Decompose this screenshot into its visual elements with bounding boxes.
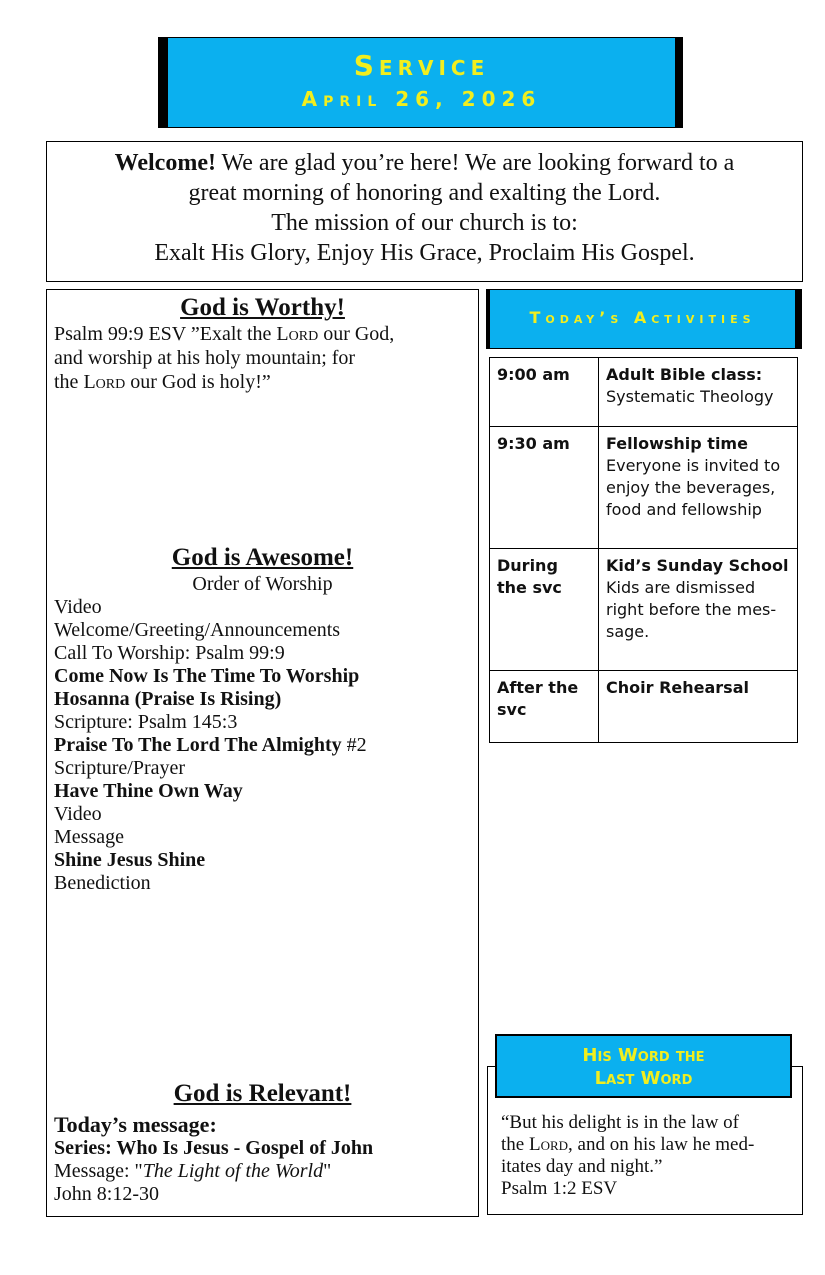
worship-item-text: Call To Worship: Psalm 99:9 — [54, 642, 285, 664]
mission-intro: The mission of our church is to: — [271, 210, 578, 236]
awesome-heading: God is Awesome! — [171, 544, 354, 571]
verse-line-2b: , and on his law he med- — [568, 1134, 755, 1155]
worship-item-text: Come Now Is The Time To Worship — [54, 665, 360, 687]
worship-item — [54, 780, 474, 803]
worship-item-text: Message — [54, 826, 124, 848]
welcome-lead: Welcome! — [114, 150, 216, 176]
message-label: Message: " — [54, 1160, 143, 1182]
activity-name: Kid’s Sunday School — [606, 556, 789, 575]
worthy-line-3a: the — [54, 371, 84, 393]
activity-detail — [599, 427, 798, 549]
relevant-heading: God is Relevant! — [173, 1080, 352, 1107]
worship-item — [54, 619, 474, 642]
service-title: Service — [353, 49, 490, 82]
message-line — [54, 1160, 474, 1183]
worship-item-text: Have Thine Own Way — [54, 780, 243, 802]
header-banner — [158, 37, 683, 128]
activity-detail — [599, 549, 798, 671]
welcome-line-1-rest: We are glad you’re here! We are looking forward to a — [215, 150, 735, 176]
worship-item-text: Hosanna (Praise Is Rising) — [54, 688, 282, 710]
worship-item — [54, 711, 474, 734]
activity-detail — [599, 358, 798, 427]
activities-header — [486, 289, 802, 349]
welcome-line-1 — [47, 148, 802, 178]
worship-item — [54, 826, 474, 849]
activity-name: Choir Rehearsal — [606, 678, 749, 697]
activity-description: Everyone is invited to enjoy the beverages, food and fellowship — [606, 456, 781, 519]
worship-item — [54, 688, 474, 711]
worthy-line-3b: our God is holy!” — [125, 371, 271, 393]
worship-column — [46, 289, 479, 1217]
last-word-header — [495, 1034, 792, 1098]
lord-smallcaps: Lord — [276, 323, 319, 345]
activity-time: After the svc — [490, 671, 599, 743]
verse-line-2 — [501, 1134, 791, 1156]
worship-item — [54, 757, 474, 780]
worthy-scripture — [54, 322, 464, 394]
activity-time: 9:00 am — [490, 358, 599, 427]
last-word-title-1: His Word the — [582, 1045, 705, 1066]
worship-item-text: Welcome/Greeting/Announcements — [54, 619, 341, 641]
worship-item — [54, 642, 474, 665]
activity-row — [490, 427, 798, 549]
service-date: April 26, 2026 — [301, 87, 542, 111]
todays-message-block — [54, 1112, 474, 1206]
worship-item-text: Video — [54, 596, 102, 618]
todays-message-label: Today’s message: — [54, 1112, 217, 1137]
worthy-line-2: and worship at his holy mountain; for — [54, 347, 356, 369]
worthy-heading: God is Worthy! — [180, 294, 345, 321]
verse-reference: Psalm 1:2 ESV — [501, 1178, 618, 1199]
worship-item-text: Benediction — [54, 872, 151, 894]
activity-detail — [599, 671, 798, 743]
worship-item — [54, 803, 474, 826]
series-title: Series: Who Is Jesus - Gospel of John — [54, 1137, 374, 1159]
activity-time: During the svc — [490, 549, 599, 671]
worship-item — [54, 734, 474, 757]
worship-item — [54, 596, 474, 619]
welcome-box — [46, 141, 803, 282]
message-passage: John 8:12-30 — [54, 1183, 159, 1205]
worship-item-text: Video — [54, 803, 102, 825]
verse-line-1: “But his delight is in the law of — [501, 1112, 740, 1133]
worship-item-text: Scripture: Psalm 145:3 — [54, 711, 238, 733]
activities-title: Today’s Activities — [529, 308, 756, 327]
lord-smallcaps: Lord — [83, 371, 126, 393]
verse-line-2a: the — [501, 1134, 529, 1155]
hymn-number: #2 — [341, 734, 367, 756]
activity-description: Systematic Theology — [606, 387, 774, 406]
activity-name: Adult Bible class: — [606, 365, 763, 384]
activity-row — [490, 358, 798, 427]
welcome-line-2: great morning of honoring and exalting the Lord. — [188, 180, 661, 206]
activity-row — [490, 671, 798, 743]
activities-table — [489, 357, 798, 743]
last-word-title-2: Last Word — [594, 1068, 693, 1089]
worthy-line-1b: our God, — [318, 323, 395, 345]
order-of-worship-list — [54, 596, 474, 895]
mission-statement: Exalt His Glory, Enjoy His Grace, Proclaim His Gospel. — [154, 240, 695, 266]
worship-item-text: Shine Jesus Shine — [54, 849, 206, 871]
activity-description: Kids are dismissed right before the mes-sage. — [606, 578, 777, 641]
worship-item-text: Scripture/Prayer — [54, 757, 186, 779]
order-of-worship-title: Order of Worship — [192, 573, 333, 595]
message-close-quote: " — [323, 1160, 332, 1182]
worship-item-text: Praise To The Lord The Almighty — [54, 734, 342, 756]
worship-item — [54, 872, 474, 895]
last-word-verse — [501, 1112, 791, 1200]
message-title: The Light of the World — [142, 1160, 324, 1182]
activity-row — [490, 549, 798, 671]
worship-item — [54, 849, 474, 872]
activity-time: 9:30 am — [490, 427, 599, 549]
verse-line-3: itates day and night.” — [501, 1156, 663, 1177]
activity-name: Fellowship time — [606, 434, 748, 453]
lord-smallcaps: Lord — [528, 1134, 569, 1155]
worthy-line-1a: Psalm 99:9 ESV ”Exalt the — [54, 323, 277, 345]
worship-item — [54, 665, 474, 688]
